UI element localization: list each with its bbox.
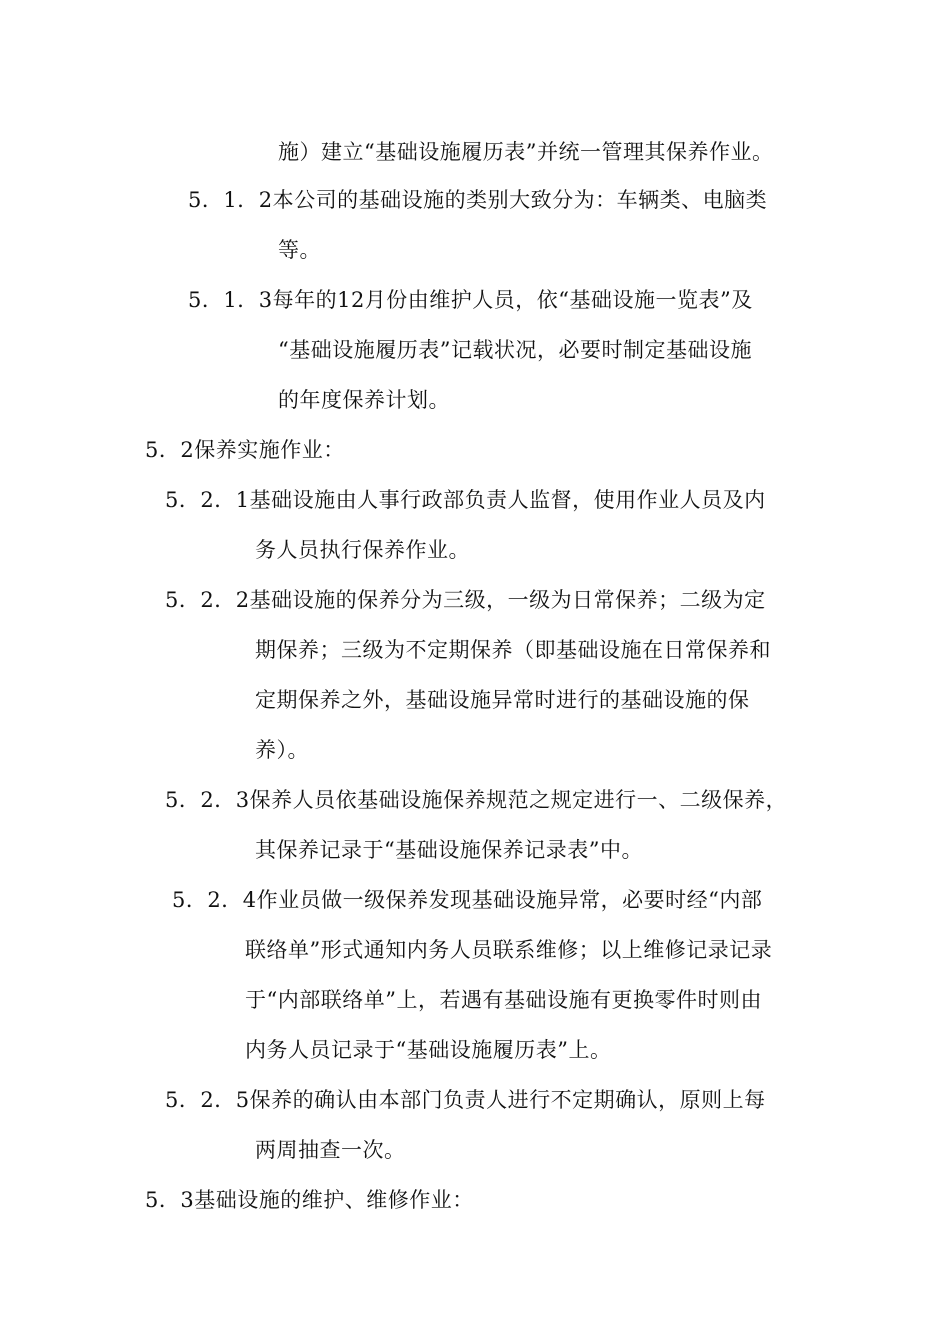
- clause-5-2-4: 5．2．4作业员做一级保养发现基础设施异常，必要时经“内部: [172, 888, 763, 912]
- text-line: 务人员执行保养作业。: [255, 538, 470, 562]
- text-line: 内务人员记录于“基础设施履历表”上。: [245, 1038, 612, 1062]
- text-line: 期保养；三级为不定期保养（即基础设施在日常保养和: [255, 638, 771, 662]
- text-line: 其保养记录于“基础设施保养记录表”中。: [255, 838, 643, 862]
- text-line: 养）。: [255, 738, 309, 762]
- text-line: 施）建立“基础设施履历表”并统一管理其保养作业。: [278, 140, 774, 164]
- text-line: 的年度保养计划。: [278, 388, 450, 412]
- section-5-2-heading: 5．2保养实施作业：: [145, 438, 345, 462]
- text-line: “基础设施履历表”记载状况，必要时制定基础设施: [278, 338, 752, 362]
- clause-5-2-3: 5．2．3保养人员依基础设施保养规范之规定进行一、二级保养，: [165, 788, 788, 812]
- text-line: 两周抽查一次。: [255, 1138, 406, 1162]
- clause-5-2-2: 5．2．2基础设施的保养分为三级，一级为日常保养；二级为定: [165, 588, 766, 612]
- clause-5-1-2: 5．1．2本公司的基础设施的类别大致分为：车辆类、电脑类: [188, 188, 768, 212]
- section-5-3-heading: 5．3基础设施的维护、维修作业：: [145, 1188, 474, 1212]
- clause-5-2-5: 5．2．5保养的确认由本部门负责人进行不定期确认，原则上每: [165, 1088, 766, 1112]
- clause-5-2-1: 5．2．1基础设施由人事行政部负责人监督，使用作业人员及内: [165, 488, 766, 512]
- text-line: 等。: [278, 238, 321, 262]
- clause-5-1-3: 5．1．3每年的12月份由维护人员，依“基础设施一览表”及: [188, 288, 753, 312]
- text-line: 联络单”形式通知内务人员联系维修；以上维修记录记录: [245, 938, 773, 962]
- text-line: 定期保养之外，基础设施异常时进行的基础设施的保: [255, 688, 750, 712]
- text-line: 于“内部联络单”上，若遇有基础设施有更换零件时则由: [245, 988, 762, 1012]
